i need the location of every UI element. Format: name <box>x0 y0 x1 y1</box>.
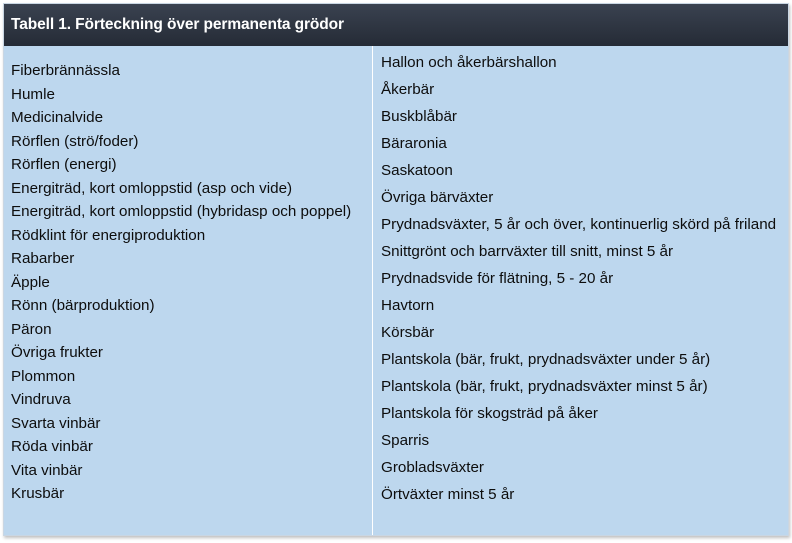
list-item: Plommon <box>11 367 76 385</box>
list-item: Vindruva <box>11 391 71 408</box>
list-item: Energiträd, kort omloppstid (hybridasp och poppel) <box>11 203 352 220</box>
list-item: Åkerbär <box>381 81 435 98</box>
list-item: Prydnadsväxter, 5 år och över, kontinuerlig skörd på friland <box>381 216 777 233</box>
list-item: Övriga bärväxter <box>381 189 494 206</box>
list-item: Hallon och åkerbärshallon <box>381 54 557 71</box>
list-item: Grobladsväxter <box>381 459 484 476</box>
list-item: Buskblåbär <box>381 108 457 125</box>
list-item: Rönn (bärproduktion) <box>11 297 155 314</box>
list-item: Svarta vinbär <box>11 414 101 432</box>
list-item: Rörflen (energi) <box>11 156 117 173</box>
list-item: Snittgrönt och barrväxter till snitt, minst 5 år <box>381 243 674 260</box>
list-item: Röda vinbär <box>11 438 93 455</box>
list-item: Körsbär <box>381 324 435 341</box>
right-column <box>374 46 788 535</box>
list-item: Rödklint för energiproduktion <box>11 226 206 244</box>
left-column <box>4 46 373 535</box>
list-item: Bäraronia <box>381 135 447 152</box>
table-title: Tabell 1. Förteckning över permanenta grödor <box>4 4 788 46</box>
crop-table <box>3 3 789 536</box>
list-item: Plantskola (bär, frukt, prydnadsväxter under 5 år) <box>381 351 711 368</box>
list-item: Päron <box>11 320 52 338</box>
list-item: Prydnadsvide för flätning, 5 - 20 år <box>381 270 614 287</box>
list-item: Saskatoon <box>381 162 453 179</box>
list-item: Fiberbrännässla <box>11 62 120 79</box>
list-item: Krusbär <box>11 485 65 502</box>
list-item: Övriga frukter <box>11 344 103 361</box>
list-item: Havtorn <box>381 297 435 314</box>
list-item: Plantskola (bär, frukt, prydnadsväxter minst 5 år) <box>381 378 708 395</box>
list-item: Plantskola för skogsträd på åker <box>381 405 598 422</box>
list-item: Örtväxter minst 5 år <box>381 486 515 503</box>
list-item: Vita vinbär <box>11 461 83 479</box>
list-item: Energiträd, kort omloppstid (asp och vide) <box>11 179 293 197</box>
list-item: Äpple <box>11 273 50 291</box>
list-item: Rörflen (strö/foder) <box>11 132 139 150</box>
list-item: Sparris <box>381 432 430 449</box>
list-item: Rabarber <box>11 250 75 267</box>
list-item: Medicinalvide <box>11 109 104 126</box>
list-item: Humle <box>11 85 55 103</box>
